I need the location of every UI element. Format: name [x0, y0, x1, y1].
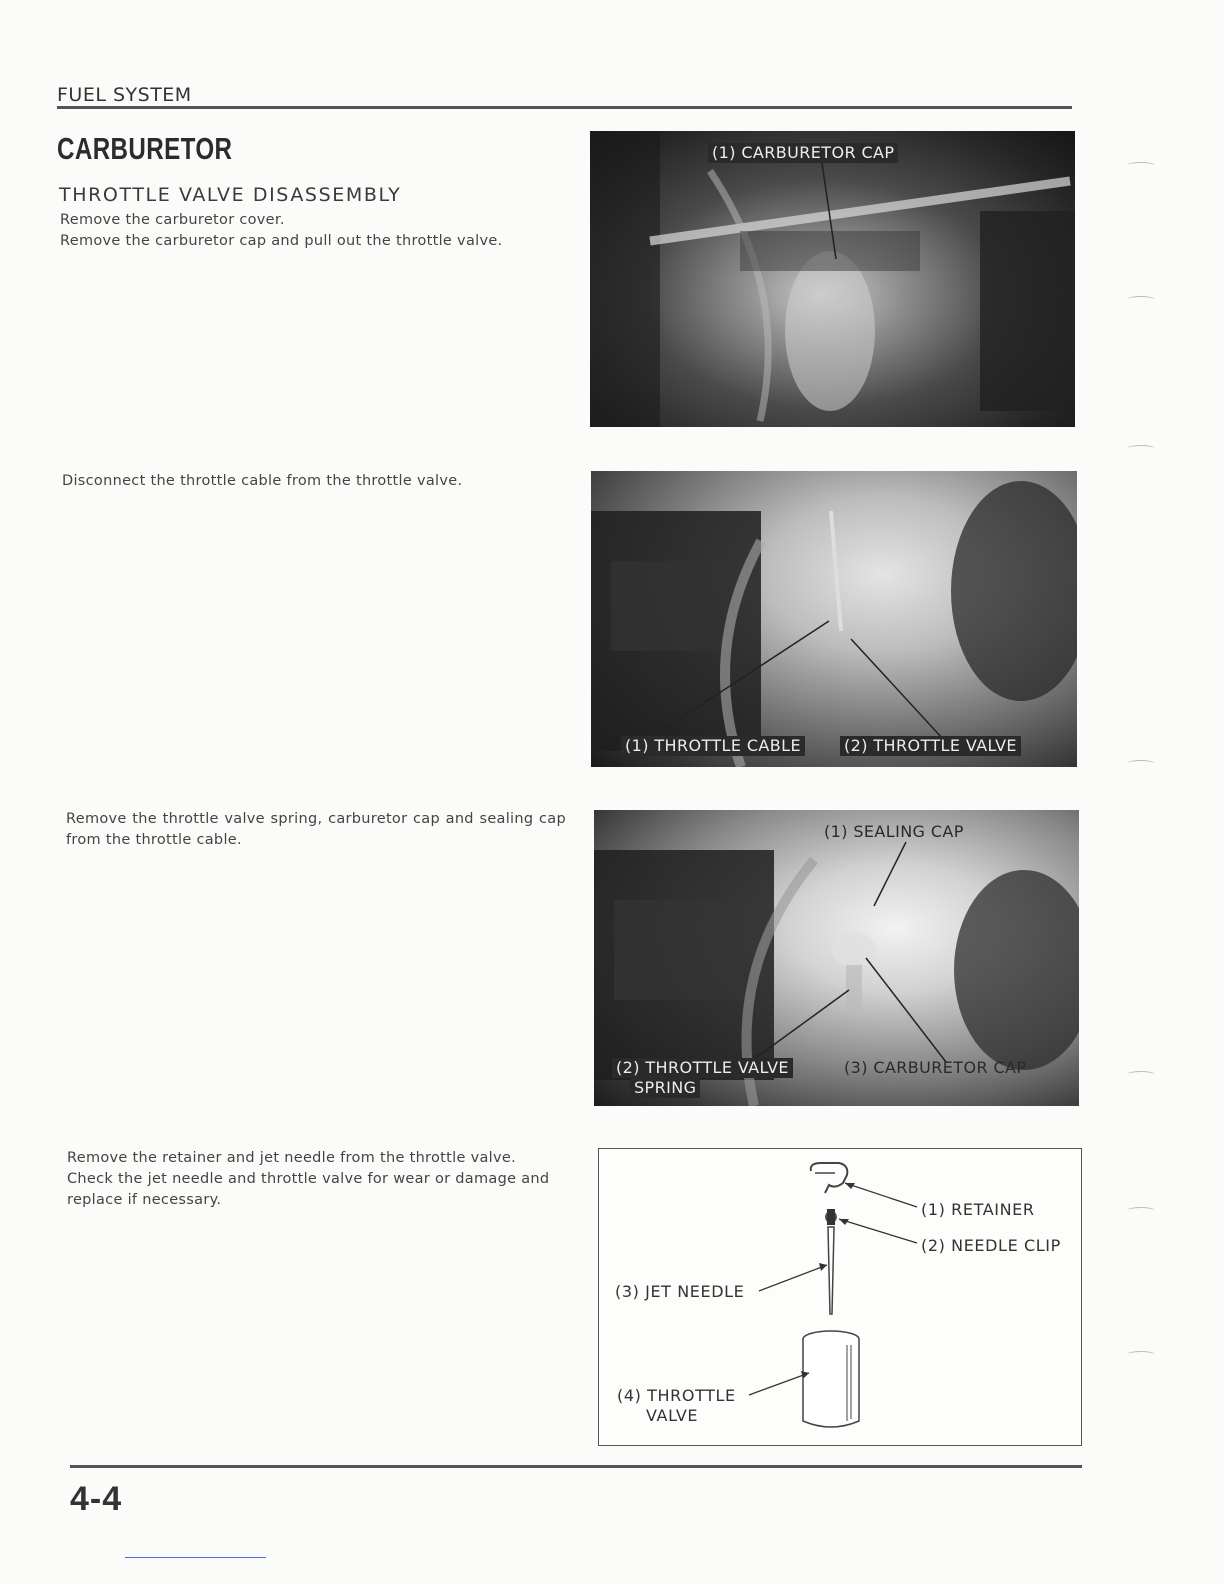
fig1-label-carburetor-cap: (1) CARBURETOR CAP	[708, 143, 898, 163]
figure-2-drawing	[591, 471, 1077, 767]
fig4-label-valve: VALVE	[646, 1406, 699, 1425]
margin-mark	[1127, 445, 1155, 452]
step-4-line-2: Check the jet needle and throttle valve for wear or damage and replace if necessary.	[67, 1171, 550, 1208]
figure-carburetor-cap-photo	[590, 131, 1075, 427]
fig3-label-sealing-cap: (1) SEALING CAP	[824, 822, 964, 841]
fig3-label-throttle-valve: (2) THROTTLE VALVE	[612, 1058, 793, 1078]
step-2-text	[62, 471, 562, 492]
fig4-label-retainer: (1) RETAINER	[921, 1200, 1035, 1219]
figure-sealing-cap-photo	[594, 810, 1079, 1106]
step-3-text	[66, 809, 566, 851]
step-2-line-1: Disconnect the throttle cable from the throttle valve.	[62, 473, 463, 489]
step-3-line-1: Remove the throttle valve spring, carburetor cap and sealing cap from the throttle cable.	[66, 811, 566, 848]
margin-mark	[1127, 162, 1155, 169]
fig3-label-carburetor-cap: (3) CARBURETOR CAP	[844, 1058, 1027, 1077]
figure-1-drawing	[590, 131, 1075, 427]
fig4-label-needle-clip: (2) NEEDLE CLIP	[921, 1236, 1061, 1255]
page-title: CARBURETOR	[57, 131, 233, 166]
fig2-label-throttle-valve: (2) THROTTLE VALVE	[840, 736, 1021, 756]
fig4-label-jet-needle: (3) JET NEEDLE	[615, 1282, 745, 1301]
step-4-line-1: Remove the retainer and jet needle from the throttle valve.	[67, 1150, 517, 1166]
footer-rule	[70, 1465, 1082, 1468]
step-1-line-1: Remove the carburetor cover.	[60, 212, 285, 228]
fig2-label-throttle-cable: (1) THROTTLE CABLE	[621, 736, 805, 756]
step-4-text	[67, 1148, 567, 1211]
margin-mark	[1127, 1207, 1155, 1214]
fig3-label-spring: SPRING	[630, 1078, 700, 1098]
section-header: FUEL SYSTEM	[57, 84, 192, 106]
margin-mark	[1127, 760, 1155, 767]
figure-throttle-cable-photo	[591, 471, 1077, 767]
figure-parts-diagram	[598, 1148, 1082, 1446]
step-1-line-2: Remove the carburetor cap and pull out the throttle valve.	[60, 233, 503, 249]
page-number: 4-4	[70, 1480, 123, 1518]
fig4-label-throttle: (4) THROTTLE	[617, 1386, 736, 1405]
margin-mark	[1127, 1351, 1155, 1358]
step-1-text	[60, 210, 560, 252]
header-rule	[57, 106, 1072, 109]
margin-mark	[1127, 1071, 1155, 1078]
margin-mark	[1127, 296, 1155, 303]
footer-underline	[125, 1557, 266, 1558]
section-subtitle: THROTTLE VALVE DISASSEMBLY	[59, 184, 402, 206]
